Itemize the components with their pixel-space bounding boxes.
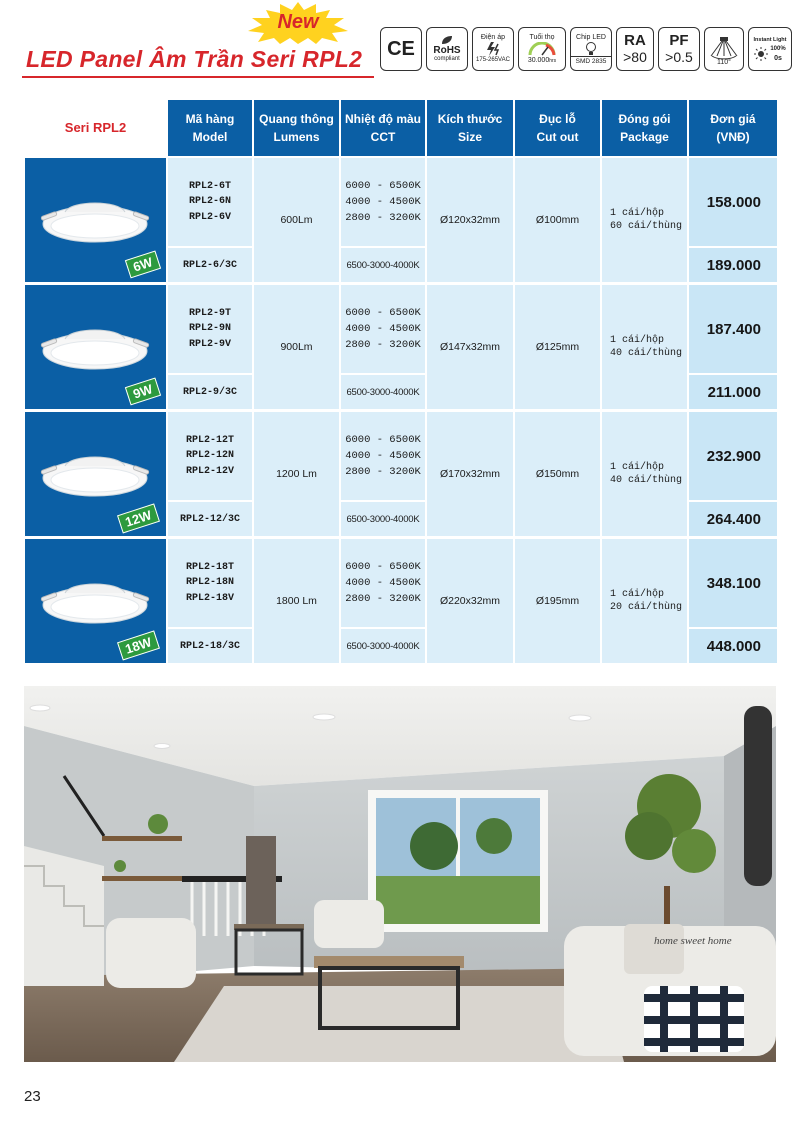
model-list xyxy=(168,158,252,246)
chip-value: SMD 2835 xyxy=(571,56,611,66)
wattage-badge: 18W xyxy=(117,630,160,660)
package-line: 1 cái/hộp xyxy=(610,335,665,346)
lifetime-value: 30.000 xyxy=(527,56,550,64)
gauge-icon xyxy=(527,42,557,56)
lumens-value: 900Lm xyxy=(254,285,339,409)
product-group-18w xyxy=(25,539,777,663)
package-line: 1 cái/hộp xyxy=(610,462,665,473)
lifetime-label: Tuổi thọ xyxy=(529,33,555,41)
cct-combo: 6500-3000-4000K xyxy=(341,375,425,409)
lumens-value: 1200 Lm xyxy=(254,412,339,536)
cct-value: 6000 - 6500K xyxy=(345,180,421,192)
package-info xyxy=(602,285,687,409)
pillow-text: home sweet home xyxy=(654,935,732,947)
package-line: 60 cái/thùng xyxy=(610,221,683,232)
cct-combo: 6500-3000-4000K xyxy=(341,629,425,663)
beam-angle-icon xyxy=(704,27,744,71)
voltage-label: Điện áp xyxy=(480,34,506,41)
package-line: 1 cái/hộp xyxy=(610,589,665,600)
header-en: Cut out xyxy=(536,130,579,144)
price-value: 348.100 xyxy=(689,539,777,627)
package-info xyxy=(602,539,687,663)
price-combo-value: 448.000 xyxy=(689,629,777,663)
panel-light-icon xyxy=(31,559,159,639)
cct-value: 6000 - 6500K xyxy=(345,434,421,446)
package-line: 40 cái/thùng xyxy=(610,475,683,486)
panel-light-icon xyxy=(31,432,159,512)
cutout-value: Ø125mm xyxy=(515,285,600,409)
chip-label: Chip LED xyxy=(576,33,606,41)
header-en: Model xyxy=(192,130,228,144)
size-value: Ø120x32mm xyxy=(427,158,513,282)
new-label: New xyxy=(277,11,319,33)
model-code: RPL2-12T xyxy=(185,434,234,446)
model-code: RPL2-9T xyxy=(188,307,231,319)
chip-led-icon xyxy=(570,27,612,71)
header-vi: Mã hàng xyxy=(185,112,235,126)
product-group-6w xyxy=(25,158,777,282)
model-code: RPL2-6V xyxy=(188,211,231,223)
panel-light-icon xyxy=(31,305,159,385)
cct-value: 4000 - 4500K xyxy=(345,577,421,589)
rohs-sub: compliant xyxy=(434,56,460,62)
lightning-icon xyxy=(485,42,501,56)
package-line: 40 cái/thùng xyxy=(610,348,683,359)
cct-value: 2800 - 3200K xyxy=(345,466,421,478)
combo-model: RPL2-6/3C xyxy=(168,248,252,282)
panel-light-icon xyxy=(31,178,159,258)
package-line: 1 cái/hộp xyxy=(610,208,665,219)
product-image-cell xyxy=(25,158,166,282)
ce-mark-icon xyxy=(380,27,422,71)
price-value: 158.000 xyxy=(689,158,777,246)
header-model xyxy=(168,100,252,156)
header-cct xyxy=(341,100,425,156)
instant-sec: 0s xyxy=(774,54,782,62)
product-image-cell xyxy=(25,539,166,663)
ce-label: CE xyxy=(387,38,415,60)
bulb-icon xyxy=(585,42,597,56)
wattage-badge: 6W xyxy=(124,251,160,279)
ra-label: RA xyxy=(624,32,646,49)
model-code: RPL2-9V xyxy=(188,338,231,350)
header-vi: Kích thước xyxy=(437,112,503,126)
cct-combo: 6500-3000-4000K xyxy=(341,248,425,282)
cct-combo: 6500-3000-4000K xyxy=(341,502,425,536)
header-en: (VNĐ) xyxy=(716,130,750,144)
model-list xyxy=(168,539,252,627)
cutout-value: Ø195mm xyxy=(515,539,600,663)
cct-list xyxy=(341,412,425,500)
size-value: Ø147x32mm xyxy=(427,285,513,409)
ra-value: >80 xyxy=(623,49,647,65)
package-info xyxy=(602,412,687,536)
combo-model: RPL2-18/3C xyxy=(168,629,252,663)
instant-light-icon xyxy=(748,27,792,71)
ra-icon xyxy=(616,27,654,71)
price-combo-value: 211.000 xyxy=(689,375,777,409)
header-package xyxy=(602,100,687,156)
cct-value: 4000 - 4500K xyxy=(345,196,421,208)
model-code: RPL2-6N xyxy=(188,196,231,208)
combo-model: RPL2-9/3C xyxy=(168,375,252,409)
title-underline xyxy=(22,76,374,78)
product-group-12w xyxy=(25,412,777,536)
instant-pct: 100% xyxy=(770,45,786,52)
lumens-value: 1800 Lm xyxy=(254,539,339,663)
lifetime-icon xyxy=(518,27,566,71)
series-label: Seri RPL2 xyxy=(25,100,166,156)
model-list xyxy=(168,412,252,500)
pf-value: >0.5 xyxy=(665,49,693,65)
certification-icons xyxy=(380,27,792,71)
header-vi: Đóng gói xyxy=(618,112,671,126)
product-table xyxy=(25,100,777,666)
angle-value: 110° xyxy=(717,59,731,66)
model-code: RPL2-18V xyxy=(185,592,234,604)
price-value: 187.400 xyxy=(689,285,777,373)
cct-value: 6000 - 6500K xyxy=(345,307,421,319)
cct-value: 6000 - 6500K xyxy=(345,561,421,573)
header-price xyxy=(689,100,777,156)
cct-list xyxy=(341,285,425,373)
size-value: Ø170x32mm xyxy=(427,412,513,536)
lifetime-unit: hrs xyxy=(549,57,557,64)
cct-value: 4000 - 4500K xyxy=(345,450,421,462)
model-list xyxy=(168,285,252,373)
cutout-value: Ø150mm xyxy=(515,412,600,536)
cct-value: 2800 - 3200K xyxy=(345,339,421,351)
header-cutout xyxy=(515,100,600,156)
living-room-photo xyxy=(24,686,776,1062)
product-image-cell xyxy=(25,285,166,409)
checked-pillow xyxy=(644,986,744,1052)
header-vi: Nhiệt độ màu xyxy=(344,112,421,126)
wattage-badge: 12W xyxy=(117,503,160,533)
model-code: RPL2-12V xyxy=(185,465,234,477)
model-code: RPL2-12N xyxy=(185,450,234,462)
page-title: LED Panel Âm Trần Seri RPL2 xyxy=(26,46,363,72)
cct-list xyxy=(341,158,425,246)
cutout-value: Ø100mm xyxy=(515,158,600,282)
cct-value: 4000 - 4500K xyxy=(345,323,421,335)
package-info xyxy=(602,158,687,282)
cct-list xyxy=(341,539,425,627)
header-size xyxy=(427,100,513,156)
price-combo-value: 264.400 xyxy=(689,502,777,536)
cct-value: 2800 - 3200K xyxy=(345,212,421,224)
header-en: Lumens xyxy=(273,130,320,144)
size-value: Ø220x32mm xyxy=(427,539,513,663)
instant-label: Instant Light xyxy=(753,36,787,43)
header-vi: Đục lỗ xyxy=(539,112,576,126)
price-value: 232.900 xyxy=(689,412,777,500)
cct-value: 2800 - 3200K xyxy=(345,593,421,605)
new-badge xyxy=(244,2,352,44)
product-image-cell xyxy=(25,412,166,536)
rohs-icon xyxy=(426,27,468,71)
header-lumens xyxy=(254,100,339,156)
wattage-badge: 9W xyxy=(124,378,160,406)
header-vi: Quang thông xyxy=(259,112,334,126)
header-en: Package xyxy=(620,130,669,144)
price-combo-value: 189.000 xyxy=(689,248,777,282)
pf-icon xyxy=(658,27,700,71)
pf-label: PF xyxy=(669,32,689,49)
lumens-value: 600Lm xyxy=(254,158,339,282)
model-code: RPL2-9N xyxy=(188,323,231,335)
header-en: Size xyxy=(457,130,482,144)
leaf-icon xyxy=(440,35,454,45)
combo-model: RPL2-12/3C xyxy=(168,502,252,536)
model-code: RPL2-18T xyxy=(185,561,234,573)
header-en: CCT xyxy=(370,130,396,144)
model-code: RPL2-18N xyxy=(185,577,234,589)
package-line: 20 cái/thùng xyxy=(610,602,683,613)
voltage-value: 175-265VAC xyxy=(476,57,510,63)
voltage-icon xyxy=(472,27,514,71)
page-number: 23 xyxy=(24,1088,41,1105)
header-vi: Đơn giá xyxy=(710,112,756,126)
rohs-label: RoHS xyxy=(433,45,461,56)
page-header xyxy=(0,0,800,90)
model-code: RPL2-6T xyxy=(188,180,231,192)
sun-icon xyxy=(754,47,768,61)
product-group-9w xyxy=(25,285,777,409)
